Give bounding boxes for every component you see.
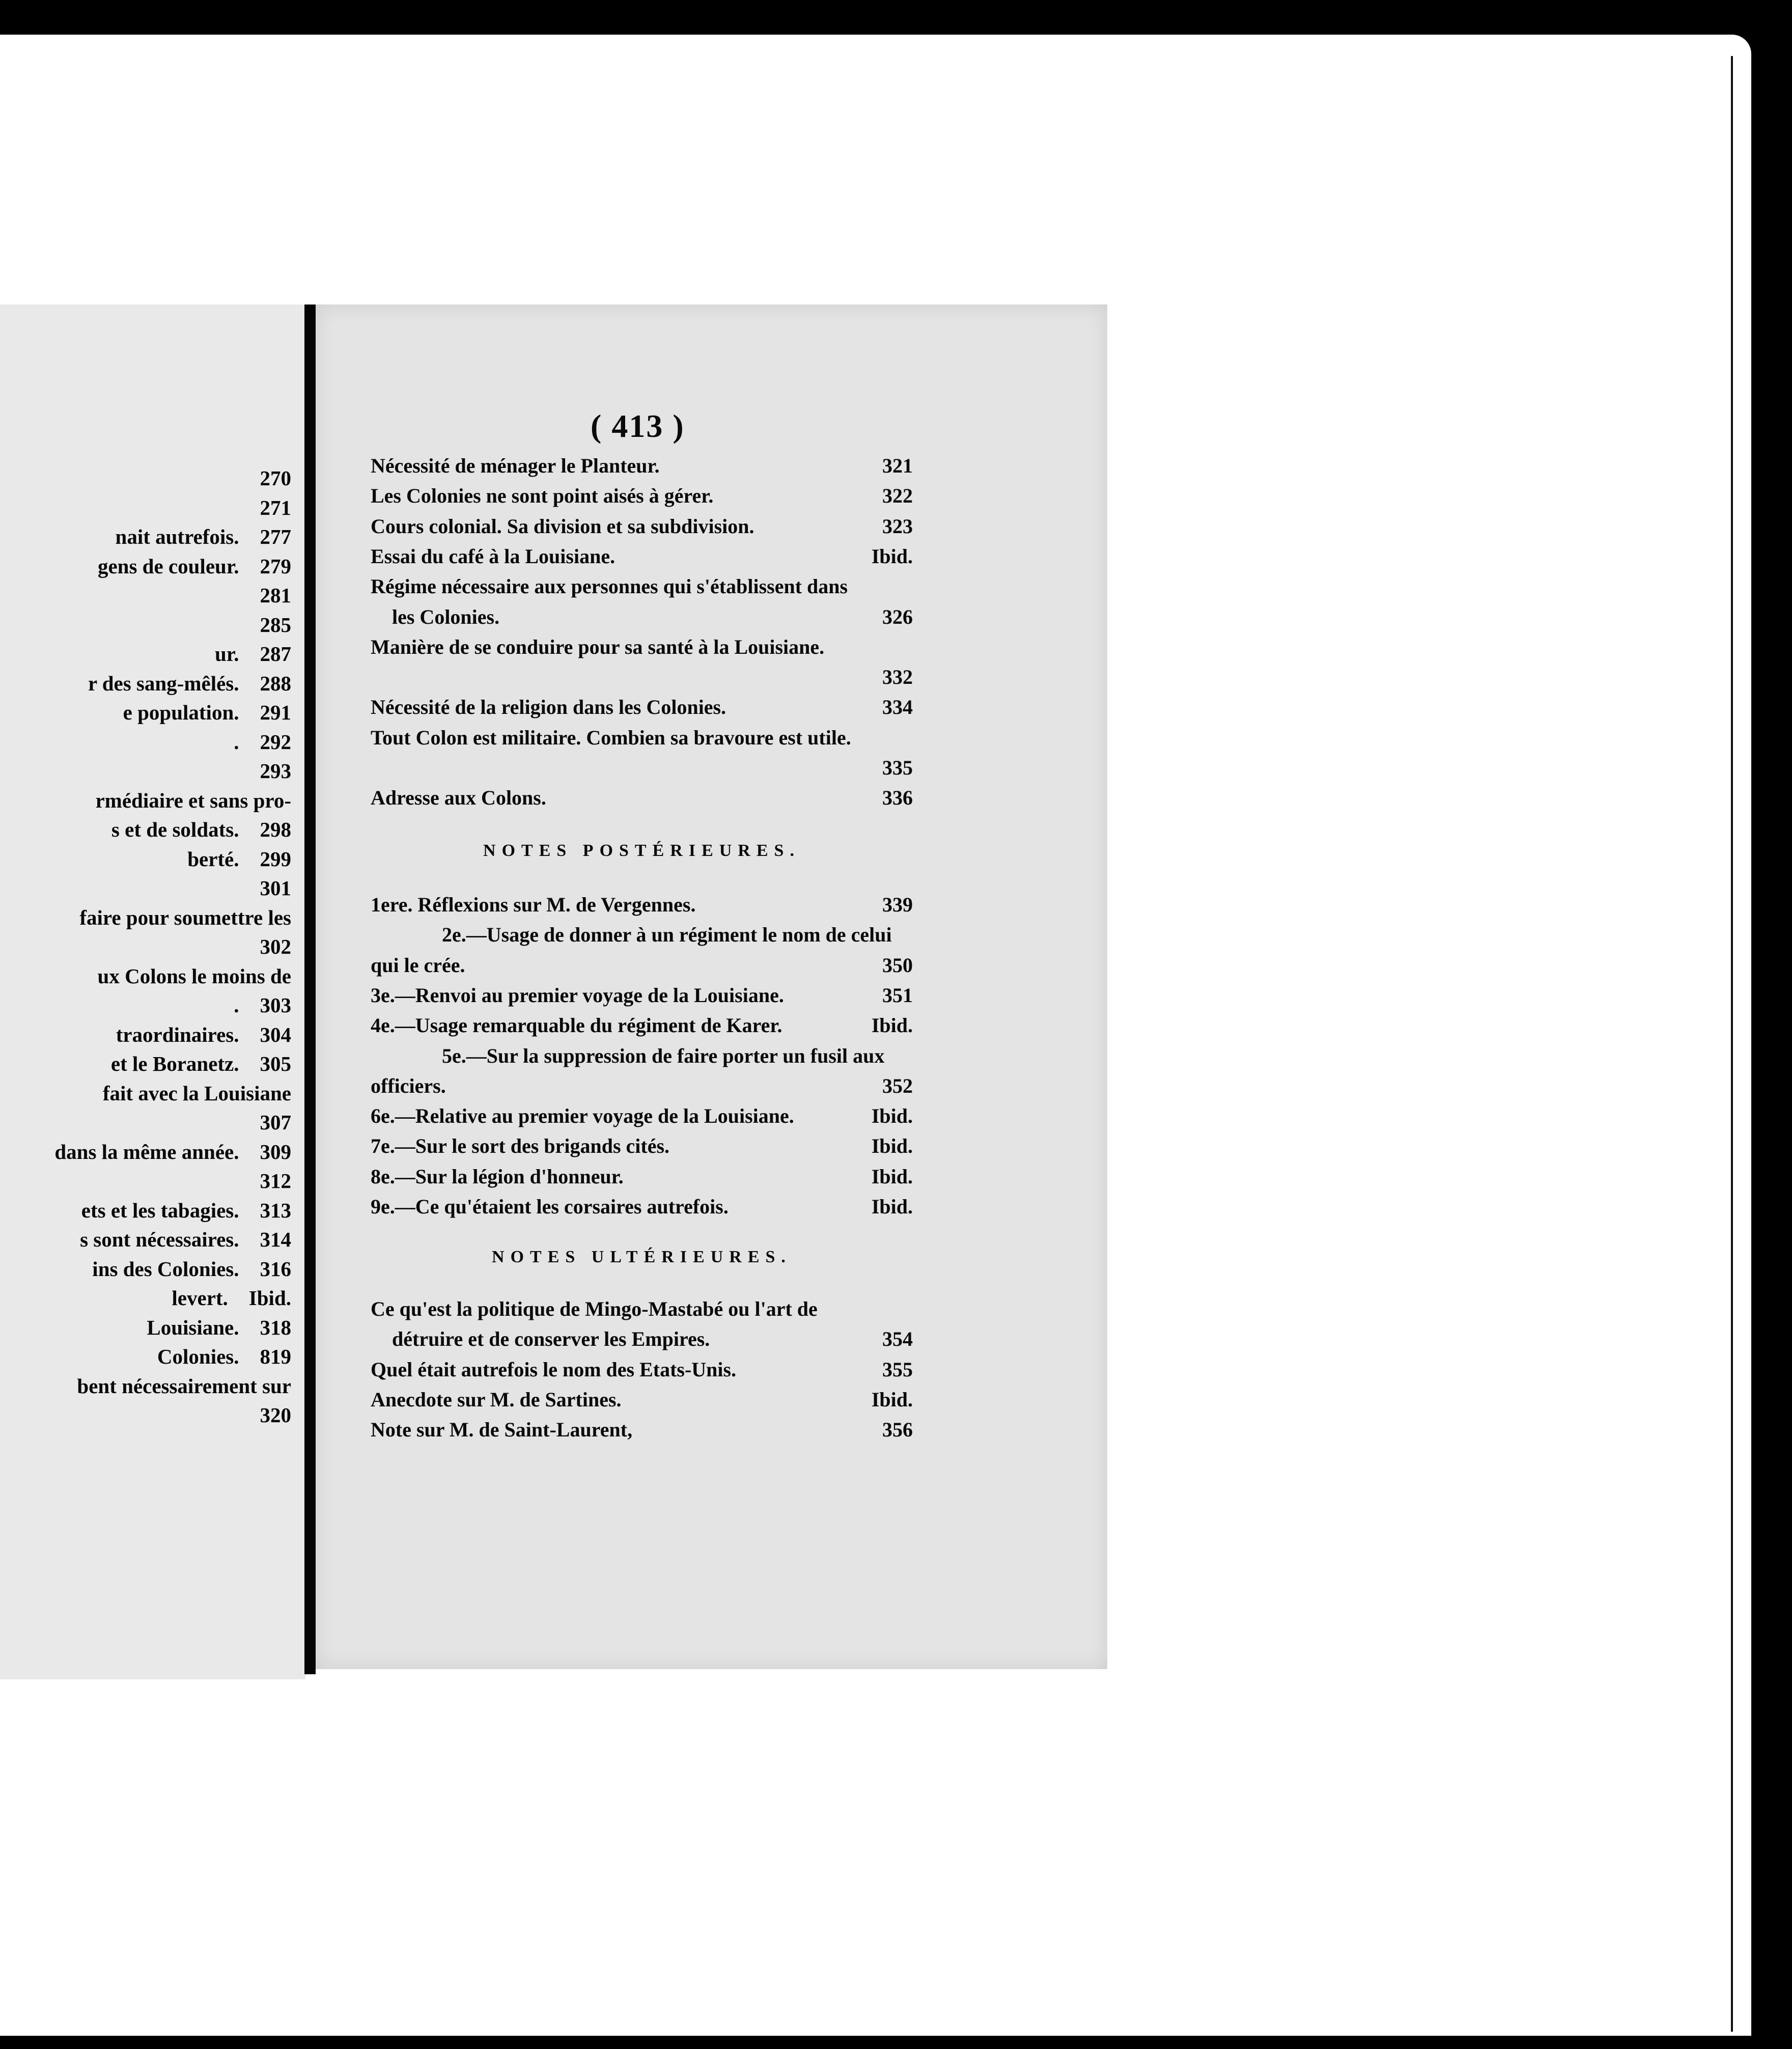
left-page-line: [0, 1225, 291, 1254]
toc-entry: [371, 1162, 913, 1192]
left-page-line: [0, 1371, 291, 1401]
toc-entry-page: 356: [882, 1418, 913, 1442]
toc-entry-title: Adresse aux Colons.: [371, 786, 546, 810]
toc-entry-title: détruire et de conserver les Empires.: [392, 1327, 710, 1351]
left-page-line-text: 293: [239, 759, 291, 783]
left-page-line-text: bent nécessairement sur: [77, 1374, 291, 1398]
toc-entry-page: Ibid.: [871, 1388, 913, 1411]
toc-entry: [371, 481, 913, 511]
left-page-line-text: ur. 287: [215, 642, 291, 666]
left-page-line-text: berté. 299: [187, 847, 291, 871]
left-page-line-text: 271: [239, 495, 291, 519]
left-page-line: [0, 1137, 291, 1167]
toc-entry: [371, 890, 913, 920]
left-page-line: [0, 522, 291, 551]
left-page-line: [0, 727, 291, 757]
left-page-line: [0, 990, 291, 1020]
left-page-line-text: . 303: [234, 993, 291, 1017]
left-page-line-text: ins des Colonies. 316: [92, 1257, 291, 1281]
left-page-line: [0, 1020, 291, 1049]
toc-entry-page: 322: [882, 484, 913, 508]
toc-entry-page: 336: [882, 786, 913, 810]
left-page-line: [0, 815, 291, 844]
left-page-line-text: . 292: [234, 730, 291, 754]
toc-entry-title: Les Colonies ne sont point aisés à gérer.: [371, 484, 714, 508]
left-page-line-text: traordinaires. 304: [116, 1022, 291, 1046]
left-page-line: [0, 1400, 291, 1430]
toc-entry-page: 339: [882, 893, 913, 916]
section-heading: NOTES ULTÉRIEURES.: [492, 1248, 792, 1266]
left-page-line-text: levert. Ibid.: [172, 1286, 291, 1310]
toc-entry: [371, 1131, 913, 1161]
toc-entry-page: 351: [882, 983, 913, 1007]
toc-entry-title: Nécessité de ménager le Planteur.: [371, 454, 660, 477]
left-page-line: [0, 961, 291, 991]
left-page-line-text: 320: [239, 1403, 291, 1427]
toc-entry-page: Ibid.: [871, 1165, 913, 1188]
toc-entry: [371, 1101, 913, 1131]
left-page-line-text: r des sang-mêlés. 288: [88, 671, 291, 695]
toc-entry-page: Ibid.: [871, 544, 913, 568]
toc-entry-title: 4e.—Usage remarquable du régiment de Karer.: [371, 1014, 782, 1037]
left-page-line: [0, 551, 291, 581]
toc-entry-page: 326: [882, 605, 913, 628]
toc-entry: [371, 1324, 913, 1354]
toc-entry-title: Régime nécessaire aux personnes qui s'établissent dans: [371, 575, 848, 598]
toc-entry: [371, 783, 913, 813]
left-page-line: [0, 903, 291, 932]
left-page-line-text: 285: [239, 613, 291, 636]
left-page-line: [0, 873, 291, 903]
left-page-line: [0, 1049, 291, 1078]
left-page-line-text: 281: [239, 584, 291, 607]
toc-entry: [371, 920, 913, 950]
toc-entry-title: officiers.: [371, 1074, 446, 1097]
left-page-line: [0, 1166, 291, 1196]
left-page-line: [0, 493, 291, 522]
left-page-line-text: fait avec la Louisiane: [102, 1081, 291, 1105]
left-page-line-text: s sont nécessaires. 314: [80, 1228, 291, 1251]
left-page-line-text: s et de soldats. 298: [111, 818, 291, 841]
toc-entry-page: Ibid.: [871, 1195, 913, 1218]
page-number: ( 413 ): [591, 408, 685, 444]
toc-entry: [371, 542, 913, 571]
toc-entry: [371, 723, 913, 753]
toc-entry-title: Quel était autrefois le nom des Etats-Unis.: [371, 1358, 737, 1381]
left-page-line-text: Colonies. 819: [157, 1345, 291, 1368]
toc-entry: [371, 1415, 913, 1445]
toc-entry: [371, 981, 913, 1010]
toc-entry-page: 332: [882, 666, 913, 689]
toc-entry-title: 2e.—Usage de donner à un régiment le nom de celui: [442, 923, 892, 947]
left-page-line-text: nait autrefois. 277: [115, 525, 291, 548]
left-page-line-text: ux Colons le moins de: [97, 964, 291, 988]
toc-entry-title: Essai du café à la Louisiane.: [371, 544, 615, 568]
toc-entry-page: Ibid.: [871, 1134, 913, 1158]
toc-entry-page: 355: [882, 1358, 913, 1381]
left-page-line: [0, 1107, 291, 1137]
toc-entry-title: 7e.—Sur le sort des brigands cités.: [371, 1134, 670, 1158]
left-page-line: [0, 1196, 291, 1225]
toc-entry: [371, 1294, 913, 1324]
toc-entry-title: 5e.—Sur la suppression de faire porter un fusil aux: [442, 1044, 885, 1067]
toc-entry-page: 321: [882, 454, 913, 477]
toc-entry: [371, 602, 913, 632]
toc-entry-page: Ibid.: [871, 1014, 913, 1037]
toc-entry: [371, 693, 913, 722]
left-page-line-text: Louisiane. 318: [147, 1315, 291, 1339]
left-page-line: [0, 669, 291, 698]
toc-entry: [371, 632, 913, 662]
toc-entry-title: les Colonies.: [392, 605, 500, 628]
left-page-line-text: 312: [239, 1169, 291, 1193]
toc-entry-title: Anecdote sur M. de Sartines.: [371, 1388, 622, 1411]
left-page-line-text: faire pour soumettre les: [79, 905, 291, 929]
left-page-line-text: e population. 291: [123, 701, 291, 724]
toc-entry: [371, 753, 913, 783]
left-page-line: [0, 1283, 291, 1313]
toc-entry: [371, 512, 913, 541]
toc-entry: [371, 1385, 913, 1415]
toc-entry-title: Nécessité de la religion dans les Colonies.: [371, 696, 726, 719]
toc-entry-title: Cours colonial. Sa division et sa subdivision.: [371, 514, 754, 538]
toc-entry-title: 1ere. Réflexions sur M. de Vergennes.: [371, 893, 696, 916]
left-page-line: [0, 1254, 291, 1284]
toc-entry-page: 354: [882, 1327, 913, 1351]
toc-entry: [371, 1192, 913, 1222]
left-page-line: [0, 580, 291, 610]
left-page-line-text: 307: [239, 1111, 291, 1134]
left-page-line: [0, 463, 291, 493]
book-gutter: [304, 304, 316, 1674]
toc-entry: [371, 572, 913, 601]
toc-entry-title: Tout Colon est militaire. Combien sa bravoure est utile.: [371, 726, 851, 749]
toc-entry: [371, 1041, 913, 1071]
toc-entry-title: qui le crée.: [371, 953, 465, 977]
toc-entry-title: Manière de se conduire pour sa santé à la Louisiane.: [371, 635, 825, 658]
left-page-line: [0, 932, 291, 961]
toc-entry-page: 350: [882, 953, 913, 977]
left-page-line: [0, 844, 291, 874]
toc-entry-page: 335: [882, 756, 913, 779]
left-page-line-text: et le Boranetz. 305: [110, 1052, 291, 1075]
toc-entry-page: Ibid.: [871, 1104, 913, 1128]
toc-entry-page: 352: [882, 1074, 913, 1097]
frame-edge: [1731, 56, 1733, 2032]
toc-entry-title: Note sur M. de Saint-Laurent,: [371, 1418, 633, 1442]
toc-entry: [371, 951, 913, 980]
toc-entry-page: 334: [882, 696, 913, 719]
left-page-line: [0, 786, 291, 815]
left-page-line-text: 270: [239, 466, 291, 490]
toc-entry-title: 8e.—Sur la légion d'honneur.: [371, 1165, 624, 1188]
left-page-line-text: 302: [239, 935, 291, 958]
left-page-line-text: 301: [239, 876, 291, 900]
toc-entry-title: 6e.—Relative au premier voyage de la Louisiane.: [371, 1104, 794, 1128]
left-page-line: [0, 610, 291, 640]
toc-entry: [371, 451, 913, 481]
left-page-line-text: dans la même année. 309: [54, 1140, 291, 1164]
toc-entry-title: Ce qu'est la politique de Mingo-Mastabé ou l'art de: [371, 1297, 818, 1320]
left-page-line: [0, 1078, 291, 1108]
toc-entry: [371, 1071, 913, 1101]
left-page-line-text: rmédiaire et sans pro-: [95, 788, 291, 812]
toc-entry-title: 9e.—Ce qu'étaient les corsaires autrefois.: [371, 1195, 729, 1218]
toc-entry-title: 3e.—Renvoi au premier voyage de la Louisiane.: [371, 983, 784, 1007]
toc-entry: [371, 1355, 913, 1385]
left-page-line-text: gens de couleur. 279: [97, 554, 291, 578]
toc-entry: [371, 1011, 913, 1040]
left-page-line-text: ets et les tabagies. 313: [81, 1198, 291, 1222]
left-page: [0, 304, 305, 1679]
toc-entry-page: 323: [882, 514, 913, 538]
left-page-line: [0, 1342, 291, 1371]
left-page-line: [0, 698, 291, 727]
left-page-line: [0, 639, 291, 669]
left-page-line: [0, 1313, 291, 1342]
toc-entry: [371, 662, 913, 692]
section-heading: NOTES POSTÉRIEURES.: [483, 841, 800, 860]
left-page-line: [0, 756, 291, 786]
